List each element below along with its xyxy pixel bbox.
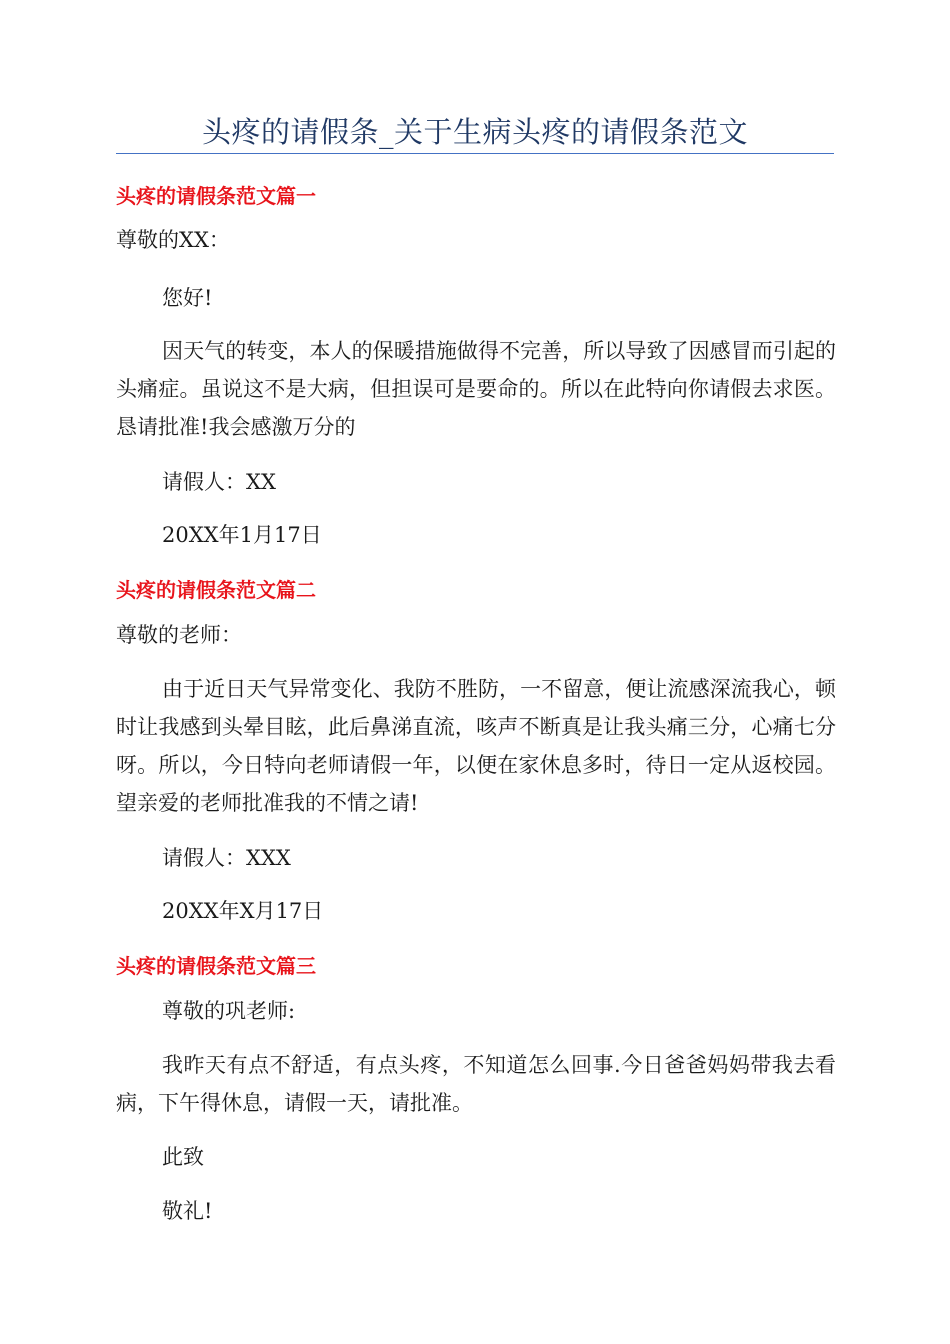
section-3-closing-2: 敬礼! [162, 1199, 213, 1223]
section-2-signer: 请假人：XXX [162, 846, 291, 870]
section-2-date: 20XX年X月17日 [162, 899, 324, 923]
section-1-signer: 请假人：XX [162, 470, 276, 494]
section-3-closing-1: 此致 [162, 1145, 204, 1169]
section-1-salutation: 尊敬的XX： [116, 228, 230, 252]
section-2-body: 由于近日天气异常变化、我防不胜防，一不留意，便让流感深流我心，顿时让我感到头晕目眩，此后鼻涕直流，咳声不断真是让我头痛三分，心痛七分呀。所以，今日特向老师请假一年，以便在家休息多时，待日一定从返校园。望亲爱的老师批准我的不情之请! [116, 677, 836, 815]
title-underline [116, 153, 834, 154]
section-1-body: 因天气的转变，本人的保暖措施做得不完善，所以导致了因感冒而引起的头痛症。虽说这不是大病，但担误可是要命的。所以在此特向你请假去求医。恳请批准!我会感激万分的 [116, 339, 836, 439]
section-2-heading: 头疼的请假条范文篇二 [116, 578, 316, 602]
document-title: 头疼的请假条_关于生病头疼的请假条范文 [201, 115, 748, 149]
section-3-heading: 头疼的请假条范文篇三 [116, 954, 316, 978]
section-3-salutation: 尊敬的巩老师: [162, 999, 296, 1023]
section-1-greeting: 您好! [162, 286, 213, 310]
section-1-heading: 头疼的请假条范文篇一 [116, 184, 316, 208]
section-1-date: 20XX年1月17日 [162, 523, 322, 547]
section-2-salutation: 尊敬的老师： [116, 623, 242, 647]
section-3-body: 我昨天有点不舒适，有点头疼，不知道怎么回事.今日爸爸妈妈带我去看病，下午得休息，请假一天，请批准。 [116, 1053, 836, 1115]
